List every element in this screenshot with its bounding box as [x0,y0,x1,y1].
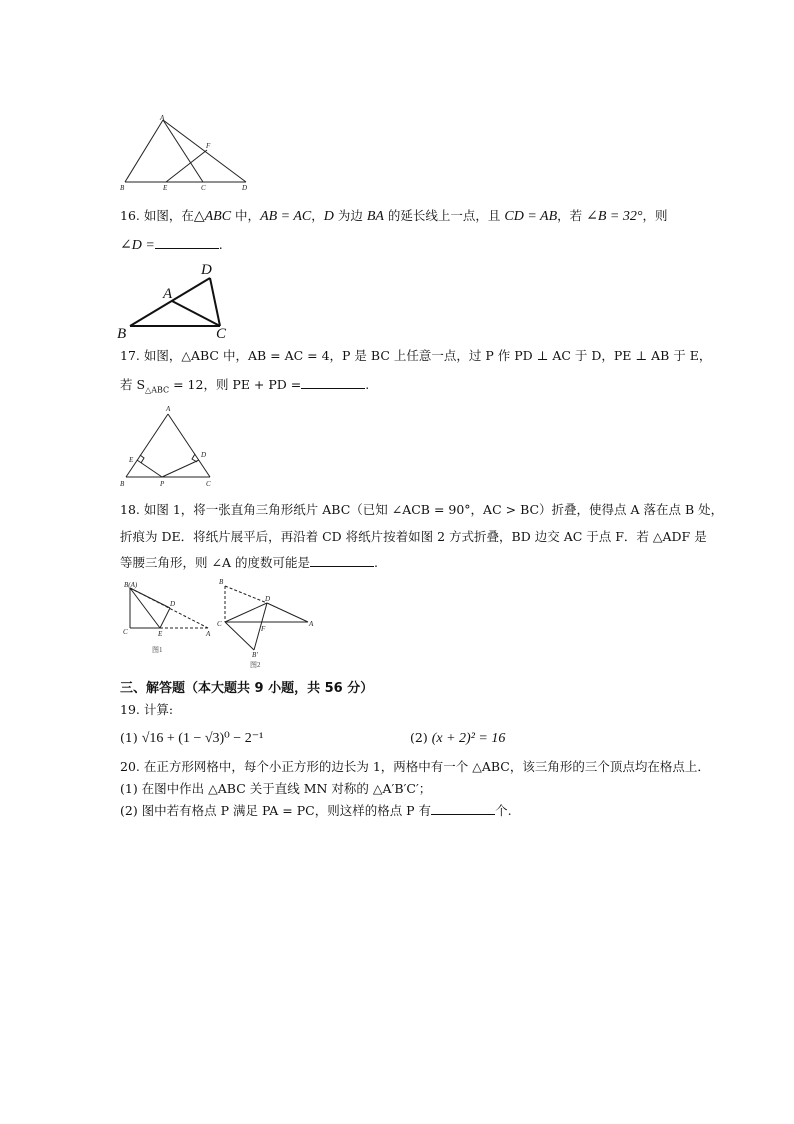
seg-dc [210,278,220,326]
seg-cb-prime [225,622,254,650]
label-f: F [206,142,211,150]
label-a: A [309,620,314,628]
q17-period: . [365,377,370,392]
label-c: C [217,620,222,628]
label-d: D [170,600,176,608]
q18-text-1: 18. 如图 1，将一张直角三角形纸片 ABC（已知 ∠ACB = 90°，AC > BC）折叠，使得点 A 落在点 B 处， [120,502,724,517]
q16-line2 [120,236,223,255]
q16-angle-d: ∠D = [120,238,155,253]
q16-period: . [218,237,223,252]
label-c: C [201,184,206,192]
label-a: A [206,630,211,638]
q16-triangle: △ABC [193,209,232,224]
label-b-prime: B′ [252,651,258,659]
label-d: D [265,595,271,603]
q17-line1 [120,347,711,365]
label-b-a: B(A) [124,581,138,589]
seg-bd [130,588,170,608]
q17-sub: △ABC [145,385,170,395]
q16-eq1: AB = AC [260,209,312,224]
q19-part2-expr: (x + 2)² = 16 [431,731,506,746]
seg-de [160,608,170,628]
figure-q18-1 [118,578,218,660]
seg-ad [163,120,246,182]
q16-eq2: CD = AB [504,209,558,224]
q17-text-s: 若 S [120,377,146,392]
seg-ab [125,120,163,182]
caption-fig1: 图1 [152,646,163,654]
q20-line2: (1) 在图中作出 △ABC 关于直线 MN 对称的 △A′B′C′； [120,781,432,796]
q18-line1 [120,501,723,519]
q18-text-3: 等腰三角形，则 ∠A 的度数可能是 [120,555,310,570]
label-f: F [261,625,266,633]
seg-be [130,588,160,628]
seg-da [267,603,308,622]
q16-text-4: 为边 [333,208,367,223]
label-c: C [216,326,227,340]
label-e: E [163,184,168,192]
label-b: B [120,480,125,488]
answer-blank-20[interactable] [431,802,495,815]
label-e: E [129,456,134,464]
q18-period: . [373,555,378,570]
seg-ac [163,120,203,182]
q16-point-d: D [323,209,334,224]
seg-ab [126,414,168,477]
figure-q17 [115,402,227,488]
figure-q16 [115,260,235,340]
right-angle-e [140,455,144,463]
q16-text-7: ，则 [642,208,668,223]
q19-part1 [120,729,263,748]
label-d: D [201,262,212,278]
q19-part2-label: (2) [410,730,428,745]
figure-q15 [115,112,260,194]
label-c: C [123,628,128,636]
figure-q18-2 [210,576,320,668]
q16-text-3: ， [311,208,324,223]
caption-fig2: 图2 [250,661,261,668]
answer-blank-17[interactable] [301,376,365,389]
label-b: B [117,326,127,340]
label-c: C [206,480,211,488]
seg-cd [225,603,267,622]
seg-bd-dashed [225,586,267,603]
q19-title: 19. 计算: [120,702,174,717]
answer-blank-16[interactable] [155,236,219,249]
q18-line3 [120,554,378,572]
label-b: B [219,578,224,586]
q19-part1-expr: √16 + (1 − √3)⁰ − 2⁻¹ [141,731,264,746]
label-e: E [158,630,163,638]
q16-side-ba: BA [366,209,384,224]
q17-text-1: 17. 如图，△ABC 中，AB = AC = 4，P 是 BC 上任意一点，过 P 作 PD ⊥ AC 于 D，PE ⊥ AB 于 E， [120,348,712,363]
q20-line1: 20. 在正方形网格中，每个小正方形的边长为 1，两格中有一个 △ABC，该三角形的三个顶点均在格点上． [120,759,710,774]
q16-line1 [120,207,667,226]
seg-ac [168,414,210,477]
seg-ef [166,150,207,182]
q18-text-2: 折痕为 DE．将纸片展平后，再沿着 CD 将纸片按着如图 2 方式折叠，BD 边交 AC 于点 F．若 △ADF 是 [120,529,707,544]
q19-part2 [410,729,505,748]
seg-ac [172,301,220,326]
q17-line2 [120,376,369,400]
q16-text-6: ，若 [557,208,587,223]
seg-pd [162,460,199,477]
q20-suffix: 个. [495,803,512,818]
label-a: A [166,405,171,413]
q16-text-2: 中， [231,208,261,223]
label-p: P [160,480,165,488]
q20-text-3: (2) 图中若有格点 P 满足 PA = PC，则这样的格点 P 有 [120,803,432,818]
q20-line3 [120,802,512,820]
q16-text-5: 的延长线上一点，且 [383,208,505,223]
q18-line2 [120,528,707,546]
label-a: A [163,286,173,302]
q19-part1-label: (1) [120,730,138,745]
label-d: D [242,184,248,192]
q16-text-1: 16. 如图，在 [120,208,194,223]
q17-text-2: = 12，则 PE + PD = [169,377,302,392]
label-a: A [160,114,165,122]
label-b: B [120,184,125,192]
label-d: D [201,451,207,459]
q16-eq3: ∠B = 32° [586,209,643,224]
section-3-title: 三、解答题（本大题共 9 小题，共 56 分） [120,681,374,696]
answer-blank-18[interactable] [310,554,374,567]
